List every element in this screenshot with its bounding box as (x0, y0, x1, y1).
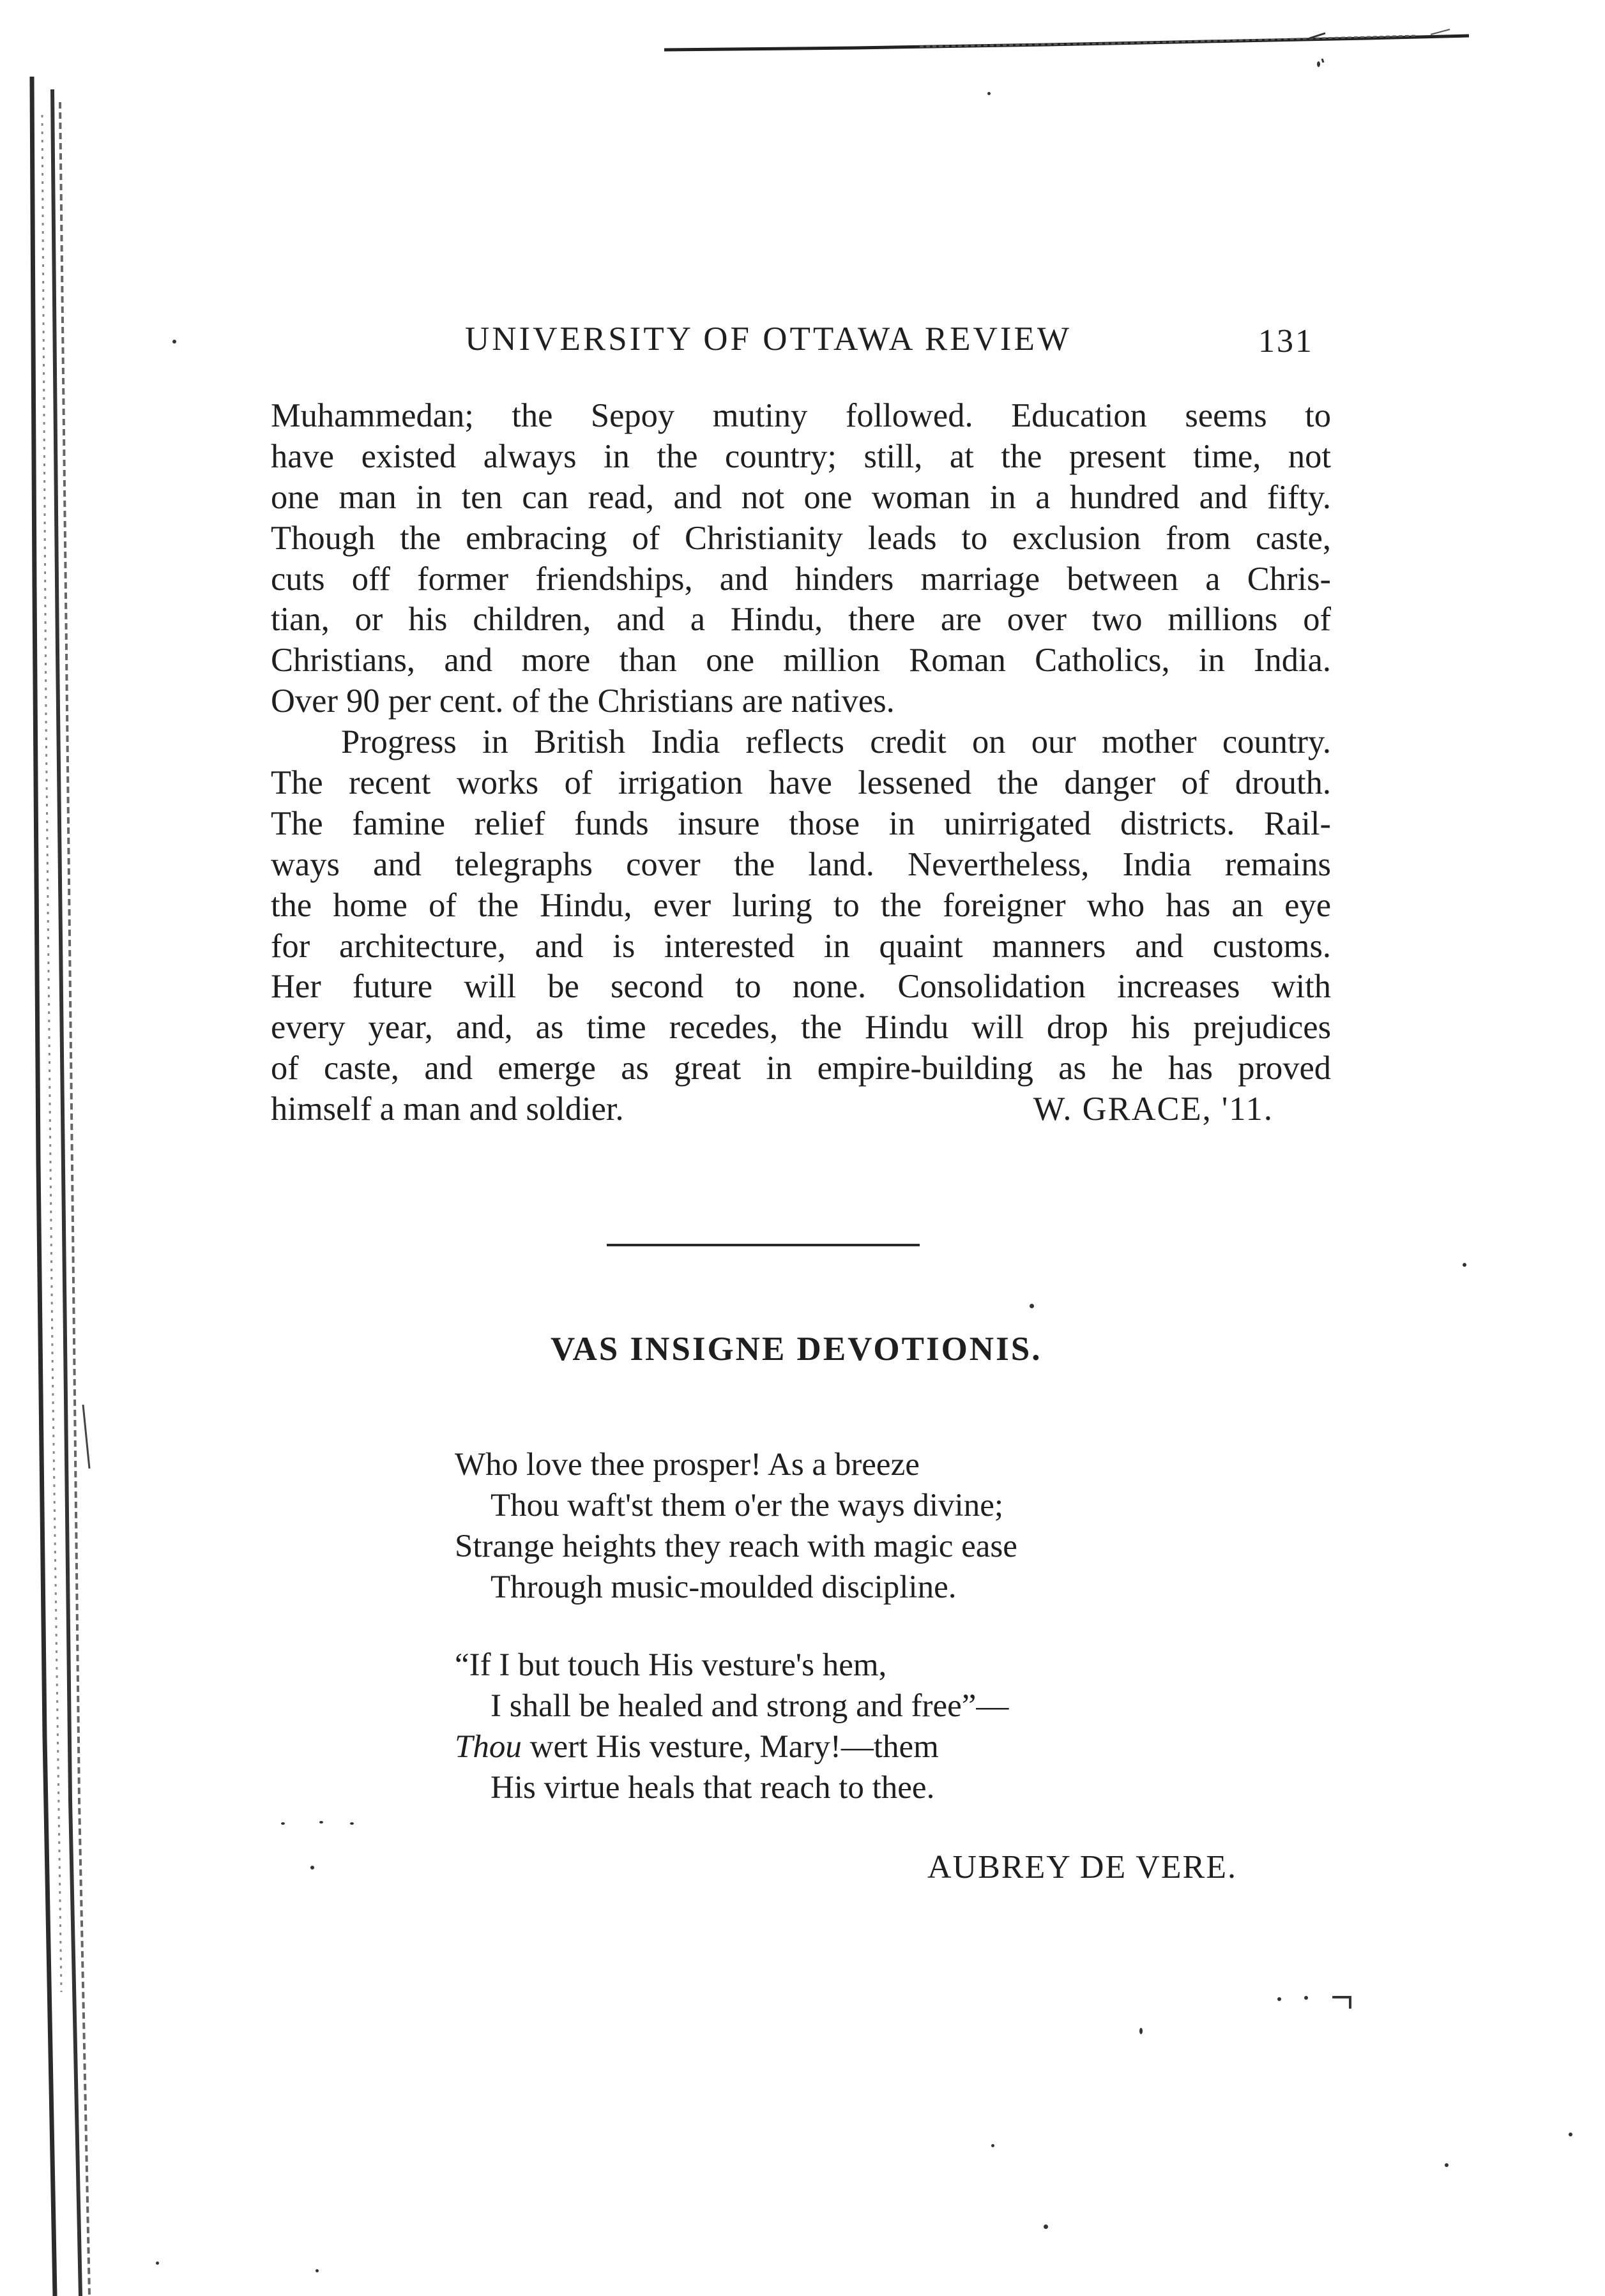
article-line: Progress in British India reflects credit on our mother country. (341, 723, 1331, 761)
dust-speck (172, 340, 176, 344)
dust-speck (319, 1821, 323, 1824)
article-line: The recent works of irrigation have lessened the danger of drouth. (271, 764, 1331, 802)
dust-speck (991, 2144, 994, 2147)
top-rule-artifact (664, 27, 1469, 63)
article-line: Though the embracing of Christianity leads to exclusion from caste, (271, 519, 1331, 557)
dust-speck (350, 1822, 354, 1825)
article-line: tian, or his children, and a Hindu, there are over two millions of (271, 601, 1331, 638)
dust-speck (1277, 1997, 1281, 2001)
poem-line: His virtue heals that reach to thee. (491, 1770, 935, 1806)
dust-speck (1317, 61, 1320, 67)
poem-line: Through music-moulded discipline. (491, 1569, 957, 1605)
article-line: of caste, and emerge as great in empire-building as he has proved (271, 1050, 1331, 1087)
poem-stanza (455, 1444, 1017, 1608)
running-title: UNIVERSITY OF OTTAWA REVIEW (465, 321, 1072, 358)
dust-speck (1463, 1263, 1466, 1267)
page-number: 131 (1258, 323, 1314, 359)
poem-italic-word: Thou (455, 1729, 522, 1765)
article-line: have existed always in the country; still, at the present time, not (271, 437, 1331, 475)
poem-line: Strange heights they reach with magic ease (455, 1529, 1017, 1564)
article-line: every year, and, as time recedes, the Hindu will drop his prejudices (271, 1009, 1331, 1046)
poem-line: I shall be healed and strong and free”— (491, 1688, 1009, 1724)
poem-line (455, 1726, 1008, 1767)
section-divider (607, 1244, 920, 1246)
article-line: cuts off former friendships, and hinders marriage between a Chris- (271, 560, 1331, 598)
article-text (271, 396, 1331, 1130)
article-line: Over 90 per cent. of the Christians are natives. (271, 683, 895, 720)
dust-speck (1349, 1996, 1351, 2009)
dust-speck (1044, 2224, 1048, 2229)
article-line: Muhammedan; the Sepoy mutiny followed. Education seems to (271, 397, 1331, 434)
article-line: Christians, and more than one million Roman Catholics, in India. (271, 642, 1331, 679)
binding-edge-artifact (19, 77, 185, 2296)
article-line: The famine relief funds insure those in unirrigated districts. Rail- (271, 804, 1331, 842)
article-line: the home of the Hindu, ever luring to the foreigner who has an eye (271, 886, 1331, 924)
poem-stanza (455, 1645, 1008, 1808)
dust-speck (156, 2262, 159, 2265)
poem-line-rest: wert His vesture, Mary!—them (521, 1729, 939, 1765)
poem-line: Who love thee prosper! As a breeze (455, 1447, 920, 1483)
poem-title: VAS INSIGNE DEVOTIONIS. (551, 1331, 1042, 1368)
dust-speck (987, 92, 991, 95)
poem-line: Thou waft'st them o'er the ways divine; (491, 1488, 1004, 1523)
dust-speck (1139, 2028, 1143, 2034)
article-line: Her future will be second to none. Consolidation increases with (271, 968, 1331, 1006)
article-line: for architecture, and is interested in quaint manners and customs. (271, 927, 1331, 965)
dust-speck (1569, 2133, 1572, 2136)
closing-line (271, 1089, 1331, 1130)
dust-speck (316, 2269, 319, 2272)
poem-author: AUBREY DE VERE. (927, 1849, 1237, 1885)
dust-speck (1445, 2163, 1449, 2167)
dust-speck (1304, 1996, 1308, 2000)
poem-line: “If I but touch His vesture's hem, (455, 1647, 887, 1683)
article-signature: W. GRACE, '11. (1033, 1091, 1274, 1128)
article-final-line: himself a man and soldier. (271, 1091, 624, 1128)
article-line: one man in ten can read, and not one woman in a hundred and fifty. (271, 478, 1331, 516)
dust-speck (281, 1822, 285, 1825)
dust-speck (310, 1866, 314, 1869)
article-line: ways and telegraphs cover the land. Nevertheless, India remains (271, 845, 1331, 883)
dust-speck (1030, 1304, 1034, 1308)
